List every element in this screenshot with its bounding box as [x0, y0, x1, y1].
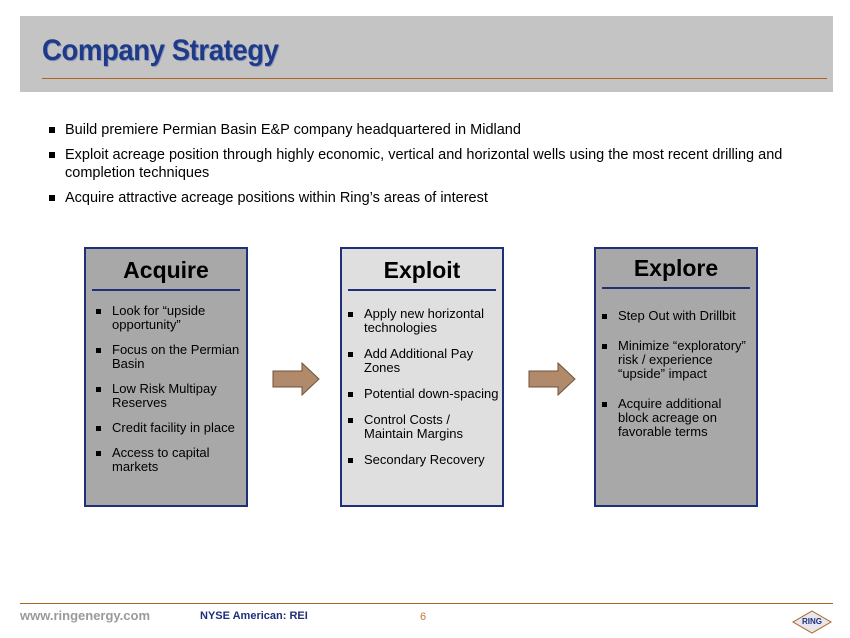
exploit-title-rule — [348, 289, 496, 291]
acquire-item — [94, 382, 244, 410]
acquire-item-text: Credit facility in place — [112, 420, 235, 435]
bullet-square-icon — [96, 451, 101, 456]
exploit-box — [340, 247, 504, 507]
acquire-item — [94, 446, 244, 474]
page-title: Company Strategy — [42, 34, 279, 67]
footer-ticker: NYSE American: REI — [200, 610, 308, 622]
bullet-square-icon — [348, 352, 353, 357]
bullet-square-icon — [96, 348, 101, 353]
page-number: 6 — [420, 611, 427, 623]
exploit-item-text: Apply new horizontal technologies — [364, 306, 484, 335]
exploit-item — [346, 347, 500, 375]
explore-item-text: Step Out with Drillbit — [618, 308, 736, 323]
acquire-item-text: Low Risk Multipay Reserves — [112, 381, 217, 410]
bullet-square-icon — [602, 344, 607, 349]
bullet-text: Build premiere Permian Basin E&P company headquartered in Midland — [65, 122, 521, 138]
bullet-item — [48, 146, 818, 182]
explore-item-text: Acquire additional block acreage on favorable terms — [618, 396, 722, 439]
acquire-item — [94, 421, 244, 435]
acquire-box — [84, 247, 248, 507]
bullet-square-icon — [348, 418, 353, 423]
bullet-square-icon — [49, 127, 55, 133]
bullet-square-icon — [96, 387, 101, 392]
exploit-item-text: Potential down-spacing — [364, 386, 499, 401]
explore-item — [600, 339, 752, 381]
right-arrow-icon — [272, 362, 320, 396]
exploit-title: Exploit — [383, 257, 461, 283]
exploit-item-text: Add Additional Pay Zones — [364, 346, 474, 375]
acquire-item-text: Focus on the Permian Basin — [112, 342, 240, 371]
bullet-square-icon — [602, 402, 607, 407]
explore-item-text: Minimize “exploratory” risk / experience “upside” impact — [618, 338, 746, 381]
acquire-list — [94, 304, 244, 474]
explore-box — [594, 247, 758, 507]
exploit-item — [346, 453, 500, 467]
bullet-square-icon — [96, 426, 101, 431]
bullet-square-icon — [96, 309, 101, 314]
bullet-item — [48, 121, 818, 139]
explore-item — [600, 397, 752, 439]
bullet-square-icon — [602, 314, 607, 319]
exploit-item — [346, 413, 500, 441]
exploit-list — [346, 307, 500, 467]
strategy-bullet-list — [48, 121, 818, 214]
explore-title: Explore — [633, 255, 719, 281]
bullet-item — [48, 189, 818, 207]
acquire-item-text: Access to capital markets — [112, 445, 210, 474]
bullet-square-icon — [49, 195, 55, 201]
acquire-title-rule — [92, 289, 240, 291]
acquire-item — [94, 343, 244, 371]
footer-website-link[interactable]: www.ringenergy.com — [20, 608, 151, 623]
ring-energy-logo — [792, 610, 832, 634]
bullet-square-icon — [348, 312, 353, 317]
logo-text: RING — [802, 617, 822, 626]
exploit-item-text: Control Costs / Maintain Margins — [364, 412, 463, 441]
explore-title-rule — [602, 287, 750, 289]
acquire-item — [94, 304, 244, 332]
acquire-title: Acquire — [123, 257, 209, 283]
exploit-item — [346, 307, 500, 335]
bullet-square-icon — [49, 152, 55, 158]
explore-list — [600, 309, 752, 439]
bullet-square-icon — [348, 458, 353, 463]
bullet-square-icon — [348, 392, 353, 397]
footer-divider — [20, 603, 833, 604]
exploit-item — [346, 387, 500, 401]
slide-header — [20, 16, 833, 92]
header-divider — [42, 78, 827, 79]
exploit-item-text: Secondary Recovery — [364, 452, 485, 467]
acquire-item-text: Look for “upside opportunity” — [112, 303, 206, 332]
right-arrow-icon — [528, 362, 576, 396]
bullet-text: Acquire attractive acreage positions within Ring’s areas of interest — [65, 190, 488, 206]
bullet-text: Exploit acreage position through highly economic, vertical and horizontal wells using the most recent drilling and completion techniques — [65, 147, 783, 181]
explore-item — [600, 309, 752, 323]
